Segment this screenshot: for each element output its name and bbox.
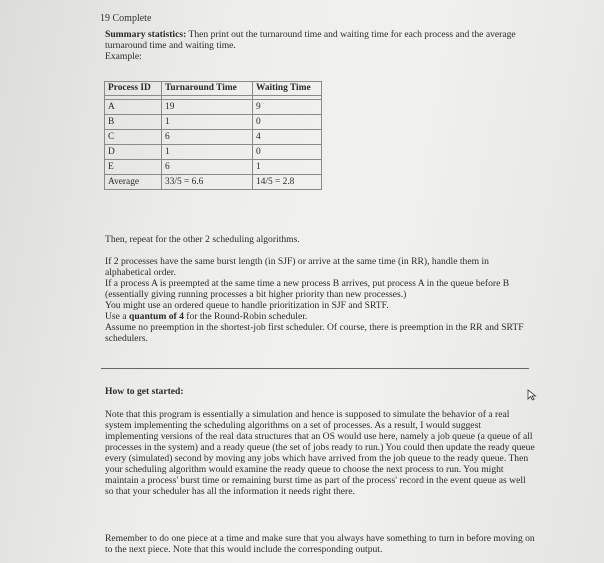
table-row <box>105 145 322 160</box>
cell: 0 <box>253 115 322 130</box>
table-row <box>105 160 322 175</box>
repeat-line: Then, repeat for the other 2 scheduling algorithms. <box>105 234 300 245</box>
started-paragraph-2: Remember to do one piece at a time and make sure that you always have something to turn in before moving on to the next piece. Note that this would include the corresponding output. <box>105 533 535 555</box>
cell: A <box>105 100 162 115</box>
cell: B <box>105 115 162 130</box>
rule-preemption: Assume no preemption in the shortest-job first scheduler. Of course, there is preemption in the RR and SRTF schedulers. <box>105 322 524 344</box>
started-heading: How to get started: <box>105 386 184 397</box>
header-process-id: Process ID <box>105 82 162 96</box>
cell: D <box>105 145 162 160</box>
cell: 1 <box>253 160 322 175</box>
table-header-row <box>105 82 322 96</box>
rule-ordered-queue: You might use an ordered queue to handle prioritization in SJF and SRTF. <box>105 300 389 311</box>
cell: 19 <box>162 100 253 115</box>
table-row <box>105 100 322 115</box>
header-waiting: Waiting Time <box>253 82 322 96</box>
table-row <box>105 115 322 130</box>
cell: 0 <box>253 145 322 160</box>
rule-preempted: If a process A is preempted at the same time a new process B arrives, put process A in the queue before B (essentially giving running processes a bit higher priority than new processes.) <box>105 278 510 300</box>
status-complete: 19 Complete <box>100 13 152 24</box>
cell-average-label: Average <box>105 175 162 190</box>
cell: 1 <box>162 115 253 130</box>
stats-table <box>104 81 322 190</box>
example-label: Example: <box>105 51 142 62</box>
summary-heading: Summary statistics: <box>105 29 187 40</box>
cell: C <box>105 130 162 145</box>
started-paragraph-1: Note that this program is essentially a simulation and hence is supposed to simulate the behavior of a real system implementing the scheduling algorithms on a set of processes. As a result, I would suggest implementing versions of the real data structures that an OS would use here, namely a job queue (a queue of all processes in the system) and a ready queue (the set of jobs ready to run.) You could then update the ready queue every (simulated) second by moving any jobs which have arrived from the job queue to the ready queue. Then your scheduling algorithm would examine the ready queue to choose the next process to run. You might maintain a process' burst time or remaining burst time as part of the process' record in the event queue as well so that your scheduler has all the information it needs right there. <box>105 409 535 497</box>
mouse-cursor-icon <box>527 389 537 401</box>
cell: 9 <box>253 100 322 115</box>
table-row <box>105 130 322 145</box>
cell: 4 <box>253 130 322 145</box>
cell-average-turnaround: 33/5 = 6.6 <box>162 175 253 190</box>
cell-average-waiting: 14/5 = 2.8 <box>253 175 322 190</box>
rule-quantum: Use a quantum of 4 for the Round-Robin scheduler. <box>105 311 308 322</box>
divider <box>101 368 529 369</box>
cell: 1 <box>162 145 253 160</box>
summary-section <box>105 29 560 62</box>
cell: 6 <box>162 160 253 175</box>
summary-paragraph <box>105 29 560 51</box>
rule-same-burst: If 2 processes have the same burst length (in SJF) or arrive at the same time (in RR), handle them in alphabetical order. <box>105 256 489 278</box>
summary-text: Then print out the turnaround time and waiting time for each process and the average turnaround time and waiting time. <box>105 29 516 51</box>
table-footer-row <box>105 175 322 190</box>
quantum-value: quantum of 4 <box>128 311 184 322</box>
rules-section <box>105 256 535 344</box>
cell: E <box>105 160 162 175</box>
cell: 6 <box>162 130 253 145</box>
header-turnaround: Turnaround Time <box>162 82 253 96</box>
